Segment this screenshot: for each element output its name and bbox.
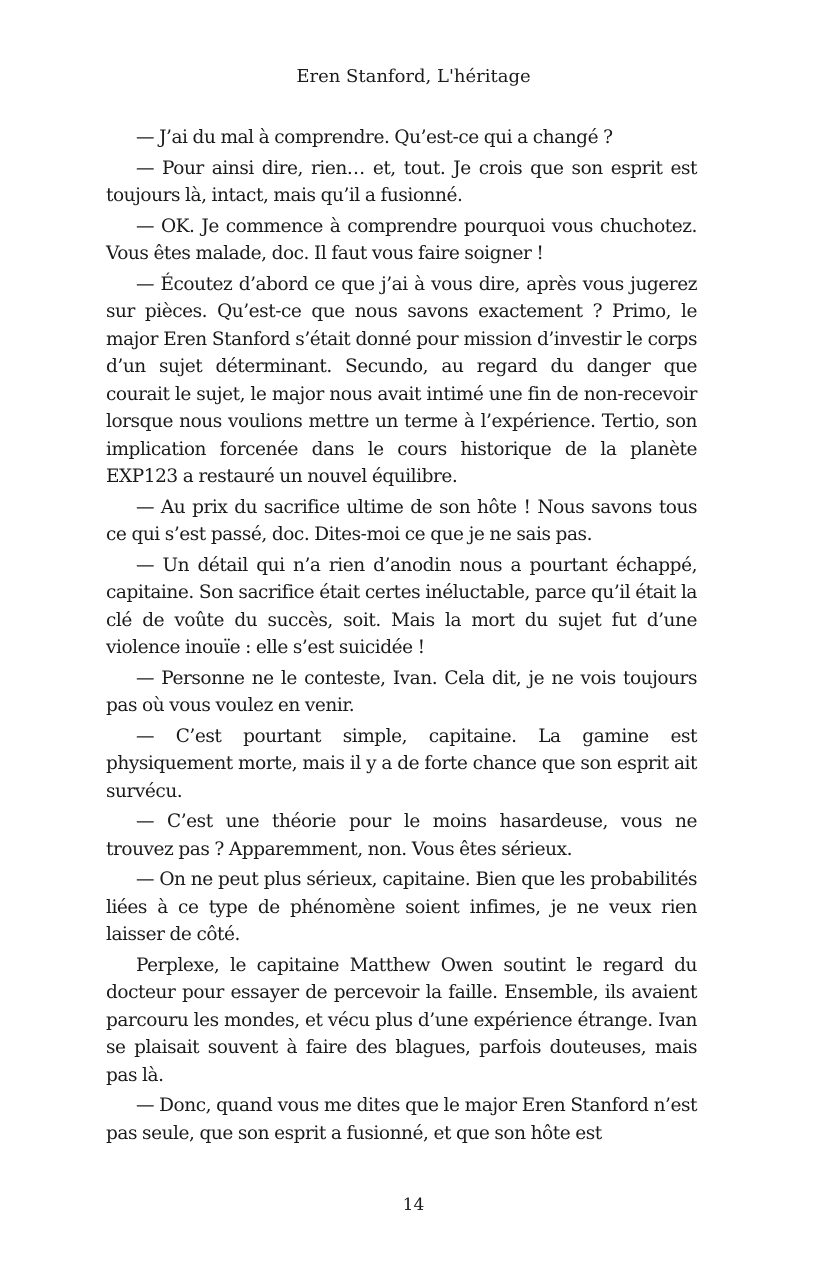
running-head-title: Eren Stanford, L'héritage [296, 66, 531, 87]
paragraph: — J’ai du mal à comprendre. Qu’est-ce qui a changé ? [136, 127, 613, 148]
paragraph: — On ne peut plus sérieux, capitaine. Bien que les probabilités liées à ce type de phénomène soient infimes, je ne veux rien laisser de côté. [106, 869, 697, 945]
paragraph: — Personne ne le conteste, Ivan. Cela dit, je ne vois toujours pas où vous voulez en venir. [106, 667, 697, 716]
page-number: 14 [402, 1195, 425, 1215]
paragraph: — Un détail qui n’a rien d’anodin nous a pourtant échappé, capitaine. Son sacrifice était certes inéluctable, parce qu’il était la clé de voûte du succès, soit. Mais la mort du sujet fut d’une violence inouïe : elle s’est suicidée ! [106, 554, 697, 658]
paragraph: — OK. Je commence à comprendre pourquoi vous chuchotez. Vous êtes malade, doc. Il faut vous faire soigner ! [106, 215, 697, 264]
body-text [106, 124, 697, 1150]
paragraph: — C’est pourtant simple, capitaine. La gamine est physiquement morte, mais il y a de forte chance que son esprit ait survécu. [106, 725, 697, 802]
paragraph: Perplexe, le capitaine Matthew Owen soutint le regard du docteur pour essayer de percevoir la faille. Ensemble, ils avaient parcouru les mondes, et vécu plus d’une expérience étrange. Ivan se plaisait souvent à faire des blagues, parfois douteuses, mais pas là. [106, 954, 697, 1086]
paragraph: — C’est une théorie pour le moins hasardeuse, vous ne trouvez pas ? Apparemment, non. Vous êtes sérieux. [106, 811, 697, 860]
paragraph: — Au prix du sacrifice ultime de son hôte ! Nous savons tous ce qui s’est passé, doc. Dites-moi ce que je ne sais pas. [106, 496, 697, 545]
paragraph: — Écoutez d’abord ce que j’ai à vous dire, après vous jugerez sur pièces. Qu’est-ce que nous savons exactement ? Primo, le major Eren Stanford s’était donné pour mission d’investir le corps d’un sujet déterminant. Secundo, au regard du danger que courait le sujet, le major nous avait intimé une fin de non-recevoir lorsque nous voulions mettre un terme à l’expérience. Tertio, son implication forcenée dans le cours historique de la planète EXP123 a restauré un nouvel équilibre. [106, 273, 697, 487]
paragraph: — Pour ainsi dire, rien… et, tout. Je crois que son esprit est toujours là, intact, mais qu’il a fusionné. [106, 157, 697, 206]
paragraph: — Donc, quand vous me dites que le major Eren Stanford n’est pas seule, que son esprit a fusionné, et que son hôte est [106, 1095, 697, 1144]
